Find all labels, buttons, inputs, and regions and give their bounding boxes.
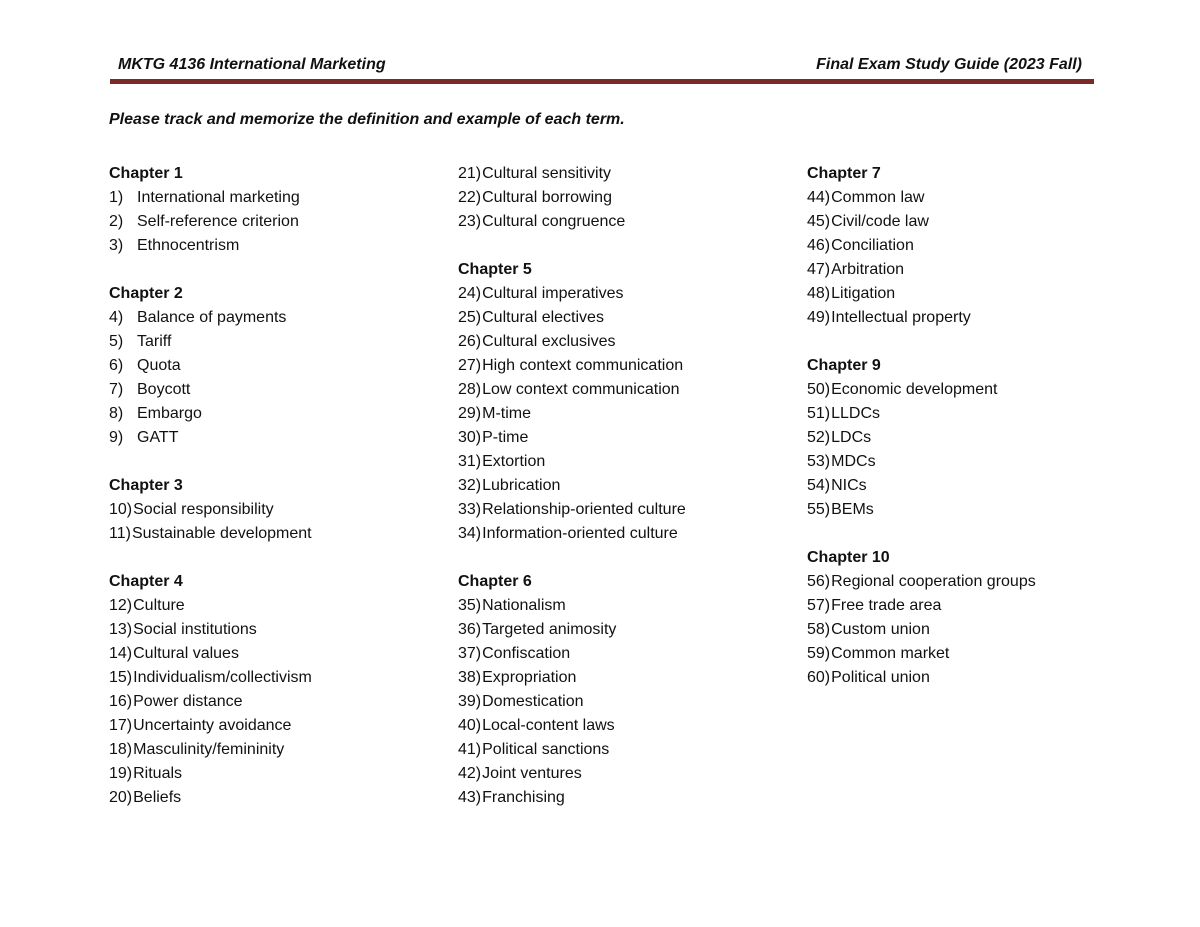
term-text: Joint ventures xyxy=(482,765,582,782)
term-list-item xyxy=(807,186,1137,210)
term-number: 15) xyxy=(109,669,133,686)
chapter-section xyxy=(109,570,439,810)
term-text: Common market xyxy=(831,645,950,662)
term-number: 55) xyxy=(807,501,831,518)
term-number: 54) xyxy=(807,477,831,494)
term-text: Intellectual property xyxy=(831,309,971,326)
term-list-item xyxy=(109,426,439,450)
term-text: International marketing xyxy=(137,189,300,206)
term-number: 39) xyxy=(458,693,482,710)
term-list-item xyxy=(807,594,1137,618)
term-number: 50) xyxy=(807,381,831,398)
term-text: Social institutions xyxy=(133,621,257,638)
term-number: 30) xyxy=(458,429,482,446)
term-text: Boycott xyxy=(137,381,191,398)
term-text: Relationship-oriented culture xyxy=(482,501,686,518)
term-number: 32) xyxy=(458,477,482,494)
term-list-item xyxy=(458,378,788,402)
term-number: 7) xyxy=(109,381,124,398)
term-text: Expropriation xyxy=(482,669,577,686)
term-list-item xyxy=(807,282,1137,306)
term-text: Cultural values xyxy=(133,645,239,662)
term-number: 46) xyxy=(807,237,831,254)
term-number: 3) xyxy=(109,237,124,254)
term-list-item xyxy=(458,786,788,810)
term-text: Domestication xyxy=(482,693,584,710)
term-number: 43) xyxy=(458,789,482,806)
term-text: Culture xyxy=(133,597,185,614)
term-list-item xyxy=(109,738,439,762)
term-list-item xyxy=(109,690,439,714)
term-list-item xyxy=(807,498,1137,522)
term-list-item xyxy=(807,426,1137,450)
term-list-item xyxy=(109,186,439,210)
term-list-item xyxy=(458,426,788,450)
term-number: 45) xyxy=(807,213,831,230)
term-text: Economic development xyxy=(831,381,998,398)
term-number: 38) xyxy=(458,669,482,686)
term-text: Sustainable development xyxy=(131,525,312,542)
chapter-section xyxy=(458,570,788,810)
term-list-item xyxy=(807,210,1137,234)
term-list-item xyxy=(458,666,788,690)
term-number: 27) xyxy=(458,357,482,374)
term-list-item xyxy=(807,306,1137,330)
term-text: Custom union xyxy=(831,621,930,638)
chapter-section xyxy=(109,282,439,450)
term-number: 26) xyxy=(458,333,482,350)
term-text: Balance of payments xyxy=(137,309,287,326)
term-number: 58) xyxy=(807,621,831,638)
chapter-section xyxy=(807,162,1137,330)
chapter-section xyxy=(458,162,788,234)
term-column-3 xyxy=(807,162,1137,714)
term-number: 20) xyxy=(109,789,133,806)
term-text: Extortion xyxy=(482,453,546,470)
term-number: 10) xyxy=(109,501,133,518)
chapter-section xyxy=(807,546,1137,690)
term-number: 40) xyxy=(458,717,482,734)
term-column-2 xyxy=(458,162,788,834)
term-list-item xyxy=(458,738,788,762)
term-number: 21) xyxy=(458,165,482,182)
term-text: Lubrication xyxy=(482,477,561,494)
term-list-item xyxy=(807,666,1137,690)
term-text: Tariff xyxy=(137,333,172,350)
term-text: Power distance xyxy=(133,693,243,710)
term-number: 51) xyxy=(807,405,831,422)
term-text: Political sanctions xyxy=(482,741,610,758)
term-number: 18) xyxy=(109,741,133,758)
term-text: High context communication xyxy=(482,357,684,374)
term-number: 19) xyxy=(109,765,133,782)
term-list-item xyxy=(109,306,439,330)
term-list-item xyxy=(109,234,439,258)
term-number: 33) xyxy=(458,501,482,518)
chapter-section xyxy=(807,354,1137,522)
term-number: 37) xyxy=(458,645,482,662)
term-text: Nationalism xyxy=(482,597,566,614)
term-list-item xyxy=(458,690,788,714)
chapter-section xyxy=(109,474,439,546)
term-list-item xyxy=(458,402,788,426)
chapter-heading: Chapter 3 xyxy=(109,477,183,494)
term-number: 31) xyxy=(458,453,482,470)
term-list-item xyxy=(458,306,788,330)
guide-title: Final Exam Study Guide (2023 Fall) xyxy=(816,56,1082,73)
term-number: 56) xyxy=(807,573,831,590)
term-number: 35) xyxy=(458,597,482,614)
term-text: P-time xyxy=(482,429,529,446)
term-text: Cultural exclusives xyxy=(482,333,616,350)
term-number: 53) xyxy=(807,453,831,470)
term-number: 8) xyxy=(109,405,124,422)
term-list-item xyxy=(807,234,1137,258)
term-list-item xyxy=(458,354,788,378)
term-list-item xyxy=(109,210,439,234)
term-text: Ethnocentrism xyxy=(137,237,240,254)
term-text: Cultural electives xyxy=(482,309,604,326)
chapter-heading: Chapter 6 xyxy=(458,573,532,590)
term-text: Cultural imperatives xyxy=(482,285,624,302)
term-list-item xyxy=(807,474,1137,498)
term-text: NICs xyxy=(831,477,867,494)
term-number: 47) xyxy=(807,261,831,278)
term-text: Masculinity/femininity xyxy=(133,741,285,758)
chapter-heading: Chapter 9 xyxy=(807,357,881,374)
term-list-item xyxy=(458,594,788,618)
chapter-heading: Chapter 4 xyxy=(109,573,183,590)
term-list-item xyxy=(109,642,439,666)
term-list-item xyxy=(109,402,439,426)
term-list-item xyxy=(109,786,439,810)
term-text: LLDCs xyxy=(831,405,881,422)
chapter-heading: Chapter 2 xyxy=(109,285,183,302)
chapter-heading: Chapter 1 xyxy=(109,165,183,182)
term-text: M-time xyxy=(482,405,532,422)
term-text: Beliefs xyxy=(133,789,182,806)
term-list-item xyxy=(807,450,1137,474)
term-number: 36) xyxy=(458,621,482,638)
term-list-item xyxy=(807,258,1137,282)
term-text: Cultural borrowing xyxy=(482,189,612,206)
term-list-item xyxy=(109,378,439,402)
term-number: 48) xyxy=(807,285,831,302)
term-list-item xyxy=(458,498,788,522)
term-text: Litigation xyxy=(831,285,896,302)
term-number: 49) xyxy=(807,309,831,326)
term-number: 17) xyxy=(109,717,133,734)
term-number: 25) xyxy=(458,309,482,326)
term-number: 12) xyxy=(109,597,133,614)
term-list-item xyxy=(458,642,788,666)
term-number: 22) xyxy=(458,189,482,206)
term-list-item xyxy=(458,162,788,186)
term-text: Common law xyxy=(831,189,925,206)
term-text: Quota xyxy=(137,357,181,374)
term-text: BEMs xyxy=(831,501,874,518)
term-number: 29) xyxy=(458,405,482,422)
term-text: Confiscation xyxy=(482,645,571,662)
term-list-item xyxy=(807,570,1137,594)
term-list-item xyxy=(109,762,439,786)
term-list-item xyxy=(458,714,788,738)
term-text: Regional cooperation groups xyxy=(831,573,1036,590)
term-number: 41) xyxy=(458,741,482,758)
term-list-item xyxy=(109,594,439,618)
term-text: LDCs xyxy=(831,429,872,446)
term-text: Targeted animosity xyxy=(482,621,617,638)
term-text: GATT xyxy=(137,429,179,446)
term-text: Franchising xyxy=(482,789,565,806)
term-number: 5) xyxy=(109,333,124,350)
header-divider xyxy=(110,79,1094,84)
term-number: 23) xyxy=(458,213,482,230)
term-list-item xyxy=(458,330,788,354)
term-column-1 xyxy=(109,162,439,834)
term-number: 34) xyxy=(458,525,482,542)
term-list-item xyxy=(458,450,788,474)
term-text: Arbitration xyxy=(831,261,905,278)
term-number: 9) xyxy=(109,429,124,446)
term-list-item xyxy=(109,714,439,738)
chapter-heading: Chapter 10 xyxy=(807,549,890,566)
term-list-item xyxy=(109,498,439,522)
page-header xyxy=(118,56,1082,80)
term-list-item xyxy=(458,618,788,642)
term-text: Uncertainty avoidance xyxy=(133,717,292,734)
term-list-item xyxy=(807,642,1137,666)
term-text: Individualism/collectivism xyxy=(133,669,312,686)
term-number: 52) xyxy=(807,429,831,446)
term-list-item xyxy=(458,282,788,306)
chapter-section xyxy=(109,162,439,258)
term-number: 59) xyxy=(807,645,831,662)
term-number: 14) xyxy=(109,645,133,662)
term-number: 42) xyxy=(458,765,482,782)
term-number: 60) xyxy=(807,669,831,686)
term-list-item xyxy=(109,330,439,354)
term-list-item xyxy=(807,402,1137,426)
term-list-item xyxy=(109,666,439,690)
term-number: 13) xyxy=(109,621,133,638)
term-text: Free trade area xyxy=(831,597,942,614)
course-title: MKTG 4136 International Marketing xyxy=(118,56,386,73)
term-number: 6) xyxy=(109,357,124,374)
term-number: 16) xyxy=(109,693,133,710)
term-text: Social responsibility xyxy=(133,501,274,518)
term-text: Information-oriented culture xyxy=(482,525,678,542)
term-text: Local-content laws xyxy=(482,717,615,734)
term-text: Political union xyxy=(831,669,930,686)
term-number: 24) xyxy=(458,285,482,302)
term-list-item xyxy=(458,474,788,498)
chapter-section xyxy=(458,258,788,546)
term-number: 11) xyxy=(109,525,131,542)
term-list-item xyxy=(458,762,788,786)
term-list-item xyxy=(109,354,439,378)
term-number: 2) xyxy=(109,213,124,230)
term-list-item xyxy=(109,522,439,546)
term-text: Self-reference criterion xyxy=(137,213,299,230)
term-number: 28) xyxy=(458,381,482,398)
term-text: Conciliation xyxy=(831,237,914,254)
term-list-item xyxy=(807,618,1137,642)
term-text: Embargo xyxy=(137,405,202,422)
term-list-item xyxy=(109,618,439,642)
term-list-item xyxy=(458,210,788,234)
term-number: 1) xyxy=(109,189,124,206)
term-list-item xyxy=(807,378,1137,402)
term-text: Cultural sensitivity xyxy=(482,165,612,182)
term-text: Civil/code law xyxy=(831,213,929,230)
term-number: 44) xyxy=(807,189,831,206)
term-text: MDCs xyxy=(831,453,876,470)
term-list-item xyxy=(458,186,788,210)
chapter-heading: Chapter 5 xyxy=(458,261,532,278)
term-number: 4) xyxy=(109,309,124,326)
instructions-text: Please track and memorize the definition and example of each term. xyxy=(109,111,625,128)
term-text: Low context communication xyxy=(482,381,680,398)
term-number: 57) xyxy=(807,597,831,614)
term-text: Cultural congruence xyxy=(482,213,626,230)
term-text: Rituals xyxy=(133,765,183,782)
term-list-item xyxy=(458,522,788,546)
chapter-heading: Chapter 7 xyxy=(807,165,881,182)
